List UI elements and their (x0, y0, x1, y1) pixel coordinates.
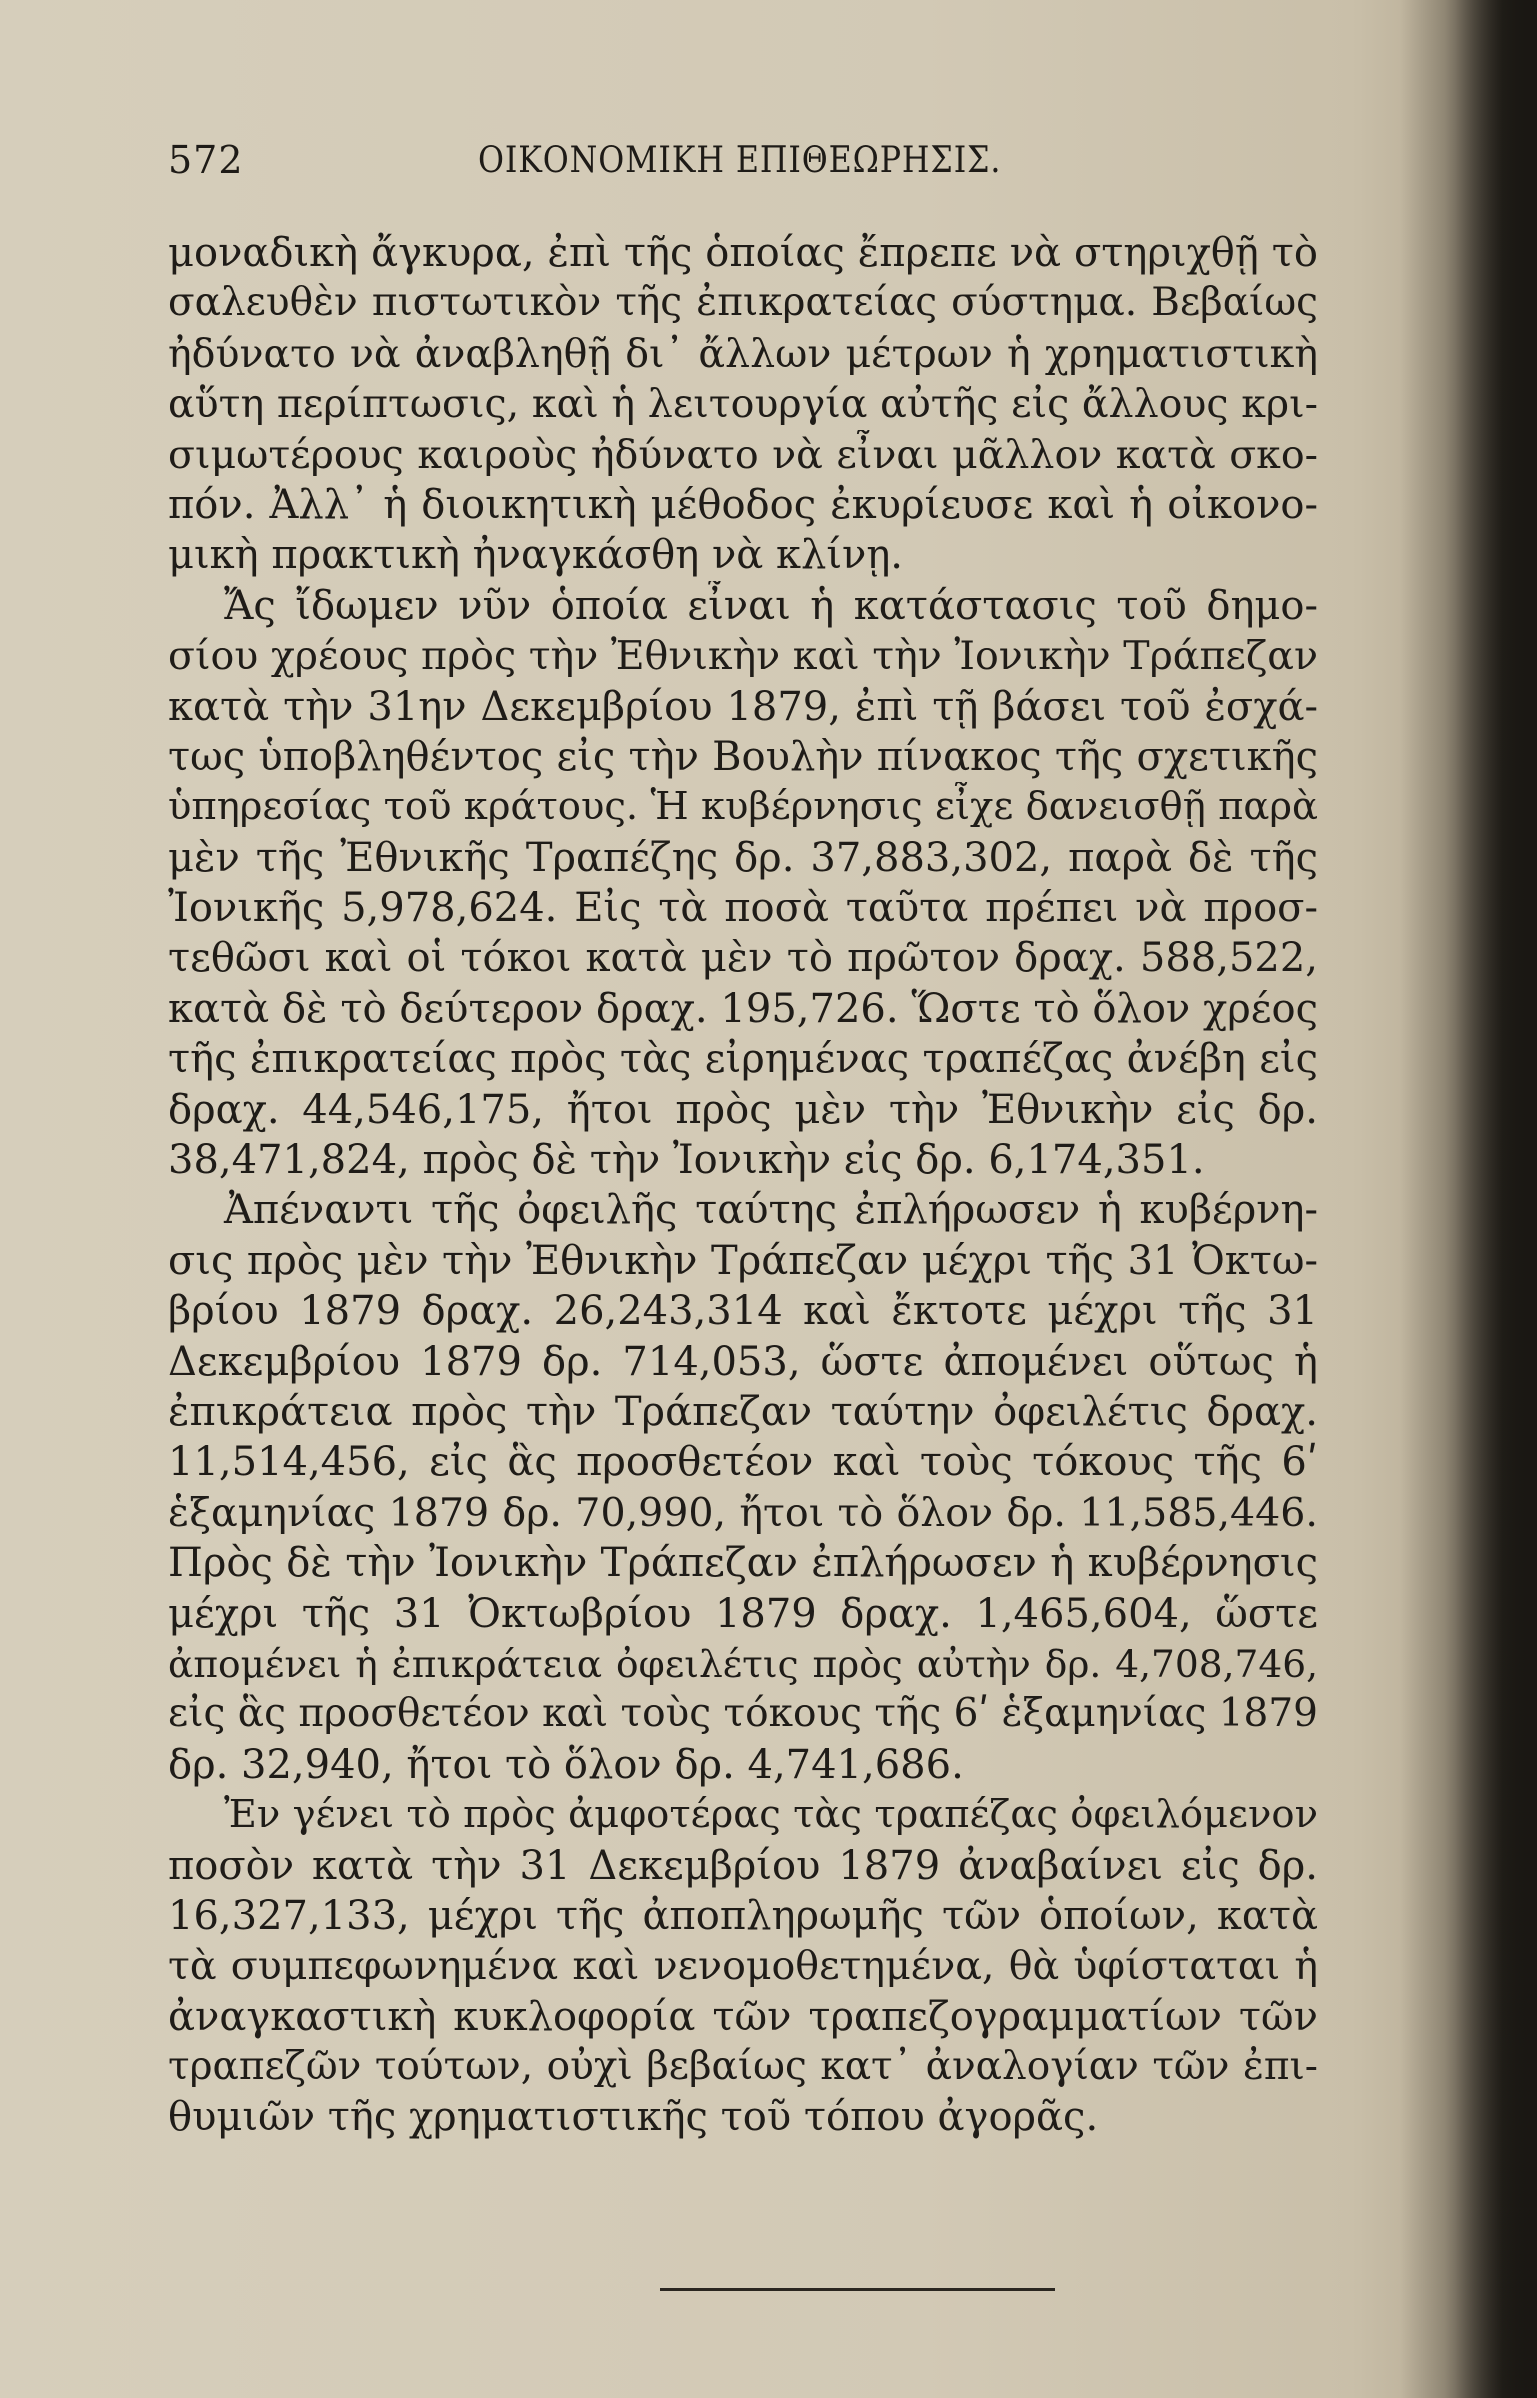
text-line: ἀπομένει ἡ ἐπικράτεια ὀφειλέτις πρὸς αὐτὴν δρ. 4,708,746, (168, 1641, 1318, 1686)
text-line: τως ὑποβληθέντος εἰς τὴν Βουλὴν πίνακος τῆς σχετικῆς (168, 733, 1318, 780)
text-line: τραπεζῶν τούτων, οὐχὶ βεβαίως κατ᾽ ἀναλογίαν τῶν ἐπι- (168, 2044, 1318, 2090)
text-line: σίου χρέους πρὸς τὴν Ἐθνικὴν καὶ τὴν Ἰονικὴν Τράπεζαν (168, 633, 1318, 680)
text-line: ἠδύνατο νὰ ἀναβληθῇ δι᾽ ἄλλων μέτρων ἡ χρηματιστικὴ (168, 330, 1318, 377)
text-line: δρ. 32,940, ἤτοι τὸ ὅλον δρ. 4,741,686. (168, 1741, 964, 1788)
text-line: 38,471,824, πρὸς δὲ τὴν Ἰονικὴν εἰς δρ. 6,174,351. (168, 1137, 1205, 1184)
text-line: ἀναγκαστικὴ κυκλοφορία τῶν τραπεζογραμματίων τῶν (168, 1993, 1318, 2040)
text-line: ἐπικράτεια πρὸς τὴν Τράπεζαν ταύτην ὀφειλέτις δραχ. (168, 1388, 1318, 1435)
text-line: Ἰονικῆς 5,978,624. Εἰς τὰ ποσὰ ταῦτα πρέπει νὰ προσ- (168, 885, 1318, 932)
text-line: πόν. Ἀλλ᾽ ἡ διοικητικὴ μέθοδος ἐκυρίευσε καὶ ἡ οἰκονο- (168, 481, 1318, 528)
text-line: Πρὸς δὲ τὴν Ἰονικὴν Τράπεζαν ἐπλήρωσεν ἡ κυβέρνησις (168, 1540, 1318, 1587)
text-line: δραχ. 44,546,175, ἤτοι πρὸς μὲν τὴν Ἐθνικὴν εἰς δρ. (168, 1086, 1318, 1133)
text-line: Ἐν γένει τὸ πρὸς ἀμφοτέρας τὰς τραπέζας ὀφειλόμενον (224, 1792, 1318, 1838)
text-line: σις πρὸς μὲν τὴν Ἐθνικὴν Τράπεζαν μέχρι τῆς 31 Ὀκτω- (168, 1237, 1318, 1284)
text-line: ὑπηρεσίας τοῦ κράτους. Ἡ κυβέρνησις εἶχε δανεισθῇ παρὰ (168, 784, 1318, 830)
text-line: τὰ συμπεφωνημένα καὶ νενομοθετημένα, θὰ ὑφίσταται ἡ (168, 1943, 1318, 1990)
binding-shadow (1400, 0, 1537, 2398)
text-line: αὕτη περίπτωσις, καὶ ἡ λειτουργία αὐτῆς εἰς ἄλλους κρι- (168, 381, 1318, 428)
text-line: μοναδικὴ ἄγκυρα, ἐπὶ τῆς ὁποίας ἔπρεπε νὰ στηριχθῇ τὸ (168, 230, 1318, 276)
closing-rule (660, 2288, 1055, 2291)
text-line: μέχρι τῆς 31 Ὀκτωβρίου 1879 δραχ. 1,465,604, ὥστε (168, 1590, 1318, 1637)
text-line: κατὰ τὴν 31ην Δεκεμβρίου 1879, ἐπὶ τῇ βάσει τοῦ ἐσχά- (168, 683, 1318, 730)
text-line: ἑξαμηνίας 1879 δρ. 70,990, ἤτοι τὸ ὅλον δρ. 11,585,446. (168, 1489, 1318, 1536)
text-line: θυμιῶν τῆς χρηματιστικῆς τοῦ τόπου ἀγορᾶς. (168, 2094, 1099, 2141)
text-line: Ἄς ἴδωμεν νῦν ὁποία εἶναι ἡ κατάστασις τοῦ δημο- (224, 582, 1318, 629)
text-line: μικὴ πρακτικὴ ἠναγκάσθη νὰ κλίνῃ. (168, 532, 904, 579)
text-line: 11,514,456, εἰς ἃς προσθετέον καὶ τοὺς τόκους τῆς 6ʹ (168, 1439, 1318, 1486)
running-title: ΟΙΚΟΝΟΜΙΚΗ ΕΠΙΘΕΩΡΗΣΙΣ. (478, 140, 1002, 181)
text-line: μὲν τῆς Ἐθνικῆς Τραπέζης δρ. 37,883,302, παρὰ δὲ τῆς (168, 834, 1318, 881)
text-line: σιμωτέρους καιροὺς ἠδύνατο νὰ εἶναι μᾶλλον κατὰ σκο- (168, 431, 1318, 478)
text-line: ποσὸν κατὰ τὴν 31 Δεκεμβρίου 1879 ἀναβαίνει εἰς δρ. (168, 1842, 1318, 1889)
text-line: κατὰ δὲ τὸ δεύτερον δραχ. 195,726. Ὥστε τὸ ὅλον χρέος (168, 985, 1318, 1032)
text-line: 16,327,133, μέχρι τῆς ἀποπληρωμῆς τῶν ὁποίων, κατὰ (168, 1892, 1318, 1939)
text-line: Δεκεμβρίου 1879 δρ. 714,053, ὥστε ἀπομένει οὕτως ἡ (168, 1338, 1318, 1385)
page-number: 572 (168, 138, 244, 182)
text-line: Ἀπέναντι τῆς ὀφειλῆς ταύτης ἐπλήρωσεν ἡ κυβέρνη- (224, 1187, 1318, 1234)
text-line: εἰς ἃς προσθετέον καὶ τοὺς τόκους τῆς 6ʹ ἑξαμηνίας 1879 (168, 1691, 1318, 1737)
page-header (168, 138, 1308, 198)
body-text (168, 228, 1318, 2143)
text-line: τεθῶσι καὶ οἱ τόκοι κατὰ μὲν τὸ πρῶτον δραχ. 588,522, (168, 935, 1318, 982)
text-line: βρίου 1879 δραχ. 26,243,314 καὶ ἔκτοτε μέχρι τῆς 31 (168, 1288, 1318, 1335)
text-line: σαλευθὲν πιστωτικὸν τῆς ἐπικρατείας σύστημα. Βεβαίως (168, 280, 1318, 326)
text-line: τῆς ἐπικρατείας πρὸς τὰς εἰρημένας τραπέζας ἀνέβη εἰς (168, 1036, 1318, 1083)
